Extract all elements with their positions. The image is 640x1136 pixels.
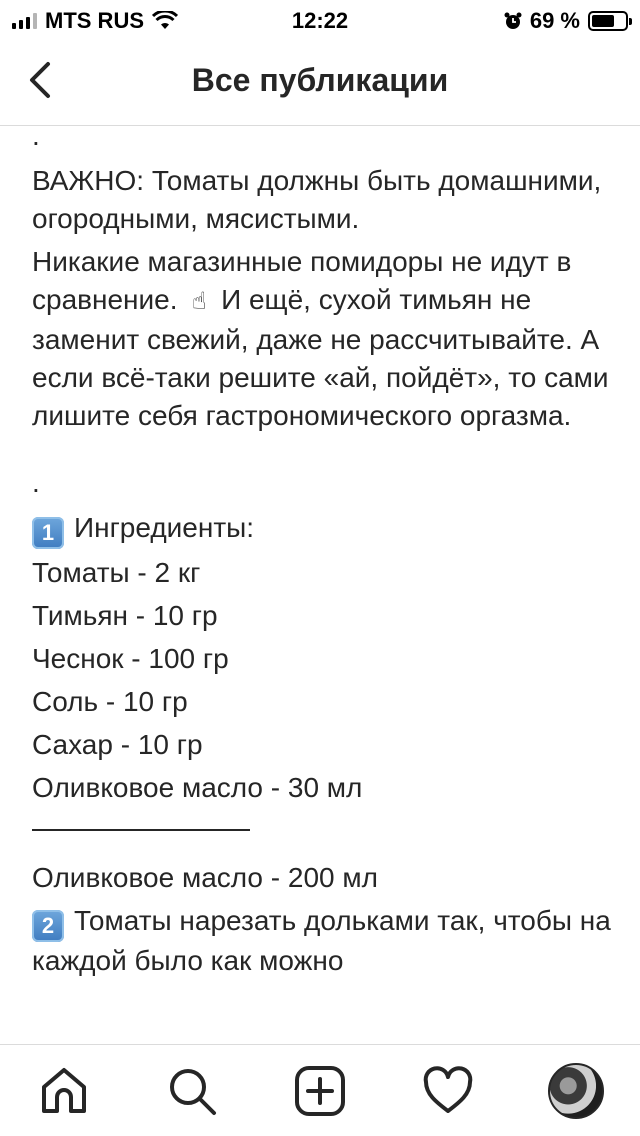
keycap-2-icon: 2: [32, 910, 64, 942]
battery-icon: [588, 11, 628, 31]
step-2-text: [32, 902, 622, 980]
home-icon[interactable]: [38, 1065, 90, 1117]
add-post-icon[interactable]: [294, 1065, 346, 1117]
extra-ingredient: Оливковое масло - 200 мл: [32, 862, 378, 893]
ingredient-item: Сахар - 10 гр: [32, 729, 203, 760]
ingredient-item: Тимьян - 10 гр: [32, 600, 218, 631]
keycap-1-icon: 1: [32, 517, 64, 549]
carrier-name: MTS RUS: [45, 8, 144, 33]
status-right: [504, 8, 628, 34]
ingredient-item: Томаты - 2 кг: [32, 557, 201, 588]
paragraph-text-start: Никакие магазинные помидоры не идут в сравнение.: [32, 246, 572, 315]
separator-dot: .: [32, 126, 40, 151]
profile-avatar[interactable]: [548, 1063, 604, 1119]
ingredient-item: Оливковое масло - 30 мл: [32, 772, 363, 803]
paragraph-text-end: И ещё, сухой тимьян не заменит свежий, даже не рассчитывайте. А если всё-таки решите «ай, пойдёт», то сами лишите себя гастрономического оргазма.: [32, 284, 609, 431]
alarm-icon: [504, 12, 522, 30]
navigation-bar: [0, 40, 640, 126]
ingredient-item: Чеснок - 100 гр: [32, 643, 229, 674]
page-title: Все публикации: [191, 62, 449, 98]
separator-dot: .: [32, 467, 40, 498]
step-1-label: Ингредиенты:: [74, 512, 255, 543]
divider-line: [32, 829, 250, 831]
battery-level: [592, 15, 614, 27]
index-pointing-up-emoji: ☝: [191, 288, 207, 315]
heart-icon[interactable]: [422, 1065, 474, 1117]
step-1-heading: [32, 509, 622, 549]
warning-paragraph: [32, 243, 622, 435]
step-2-label: Томаты нарезать дольками так, чтобы на каждой было как можно: [32, 905, 611, 976]
status-time: 12:22: [291, 8, 349, 33]
important-note: ВАЖНО: Томаты должны быть домашними, огородными, мясистыми.: [32, 165, 602, 234]
battery-percent: 69 %: [529, 8, 580, 33]
tab-bar: [0, 1044, 640, 1136]
post-caption: [32, 126, 622, 1044]
search-icon[interactable]: [166, 1065, 218, 1117]
status-bar: [0, 0, 640, 40]
ingredient-item: Соль - 10 гр: [32, 686, 188, 717]
